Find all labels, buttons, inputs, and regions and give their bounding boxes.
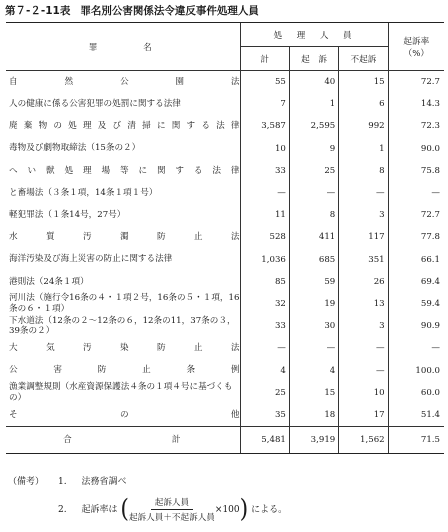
header-processed-group: 処 理 人 員 [240, 23, 388, 47]
row-rate: 59.4 [388, 293, 444, 315]
row-law-name: その他 [9, 409, 240, 420]
row-law-name: 海洋汚染及び海上災害の防止に関する法律 [9, 254, 173, 265]
row-law-name: 廃棄物の処理及び清掃に関する法律 [9, 121, 240, 132]
row-not-prosecuted: — [339, 359, 388, 381]
note-label: （備考） [8, 477, 45, 487]
table-row [6, 382, 444, 404]
table-row [6, 359, 444, 381]
statistics-table [6, 22, 444, 454]
row-total: 35 [240, 404, 289, 427]
row-rate: 90.9 [388, 315, 444, 337]
header-total: 計 [240, 47, 289, 71]
table-row [6, 226, 444, 248]
row-rate: — [388, 337, 444, 359]
note-1-number: 1. [58, 477, 67, 487]
row-rate: 75.8 [388, 160, 444, 182]
row-rate: 72.3 [388, 115, 444, 137]
row-total: 32 [240, 293, 289, 315]
header-category: 罪 名 [6, 23, 240, 71]
row-prosecuted: 1 [289, 93, 338, 115]
table-row [6, 249, 444, 271]
table-row [6, 315, 444, 337]
table-title [5, 3, 259, 18]
note-2-suffix: による。 [251, 505, 288, 515]
row-rate: 60.0 [388, 382, 444, 404]
table-row [6, 337, 444, 359]
row-not-prosecuted: 6 [339, 93, 388, 115]
row-prosecuted: 40 [289, 71, 338, 94]
table-row [6, 404, 444, 427]
row-rate: 100.0 [388, 359, 444, 381]
row-total: 7 [240, 93, 289, 115]
row-total: 33 [240, 315, 289, 337]
row-total: 3,587 [240, 115, 289, 137]
row-law-name: 自然公園法 [9, 76, 240, 87]
formula-multiplier: ×100 [214, 504, 240, 515]
row-law-name: 毒物及び劇物取締法（15条の２） [9, 143, 141, 154]
row-rate: 72.7 [388, 71, 444, 94]
total-row-label: 合 計 [6, 427, 240, 454]
row-total: 33 [240, 160, 289, 182]
row-rate: — [388, 182, 444, 204]
rate-formula [120, 496, 248, 523]
row-prosecuted: 9 [289, 138, 338, 160]
row-not-prosecuted: 17 [339, 404, 388, 427]
table-number: 第７-２-11表 [5, 5, 71, 17]
row-prosecuted: 8 [289, 204, 338, 226]
row-prosecuted: 4 [289, 359, 338, 381]
row-rate: 51.4 [388, 404, 444, 427]
row-not-prosecuted: 117 [339, 226, 388, 248]
formula-fraction [129, 496, 215, 523]
row-law-name: へい獣処理場等に関する法律 [9, 165, 240, 176]
row-prosecuted: 15 [289, 382, 338, 404]
row-law-name: 軽犯罪法（１条14号，27号） [9, 209, 126, 220]
row-total: — [240, 182, 289, 204]
row-law-name: と畜場法（３条１項，14条１項１号） [9, 187, 158, 198]
row-total: — [240, 337, 289, 359]
row-law-name: 人の健康に係る公害犯罪の処罰に関する法律 [9, 99, 181, 110]
header-not-prosecuted: 不起訴 [339, 47, 388, 71]
total-row-rate: 71.5 [388, 427, 444, 454]
row-not-prosecuted: 26 [339, 271, 388, 293]
total-row-not-prosecuted: 1,562 [339, 427, 388, 454]
note-1 [58, 474, 126, 487]
row-rate: 66.1 [388, 249, 444, 271]
formula-paren-right: ) [239, 494, 249, 524]
table-row [6, 271, 444, 293]
row-not-prosecuted: 992 [339, 115, 388, 137]
row-not-prosecuted: 15 [339, 71, 388, 94]
row-prosecuted: 30 [289, 315, 338, 337]
row-prosecuted: 411 [289, 226, 338, 248]
table-row [6, 71, 444, 94]
total-row-prosecuted: 3,919 [289, 427, 338, 454]
row-total: 528 [240, 226, 289, 248]
row-prosecuted: 25 [289, 160, 338, 182]
table-row [6, 160, 444, 182]
note-2-number: 2. [58, 505, 67, 515]
row-not-prosecuted: 3 [339, 204, 388, 226]
row-prosecuted: — [289, 337, 338, 359]
row-rate: 14.3 [388, 93, 444, 115]
row-not-prosecuted: — [339, 337, 388, 359]
row-total: 1,036 [240, 249, 289, 271]
row-law-name: 下水道法（12条の２〜12条の６，12条の11，37条の３，39条の２） [9, 315, 236, 337]
row-rate: 69.4 [388, 271, 444, 293]
table-row [6, 93, 444, 115]
row-not-prosecuted: 3 [339, 315, 388, 337]
row-total: 55 [240, 71, 289, 94]
fraction-numerator: 起訴人員 [151, 496, 193, 510]
row-law-name: 大気汚染防止法 [9, 343, 240, 354]
table-row [6, 293, 444, 315]
row-rate: 72.7 [388, 204, 444, 226]
row-prosecuted: 19 [289, 293, 338, 315]
total-row [6, 427, 444, 454]
row-rate: 77.8 [388, 226, 444, 248]
row-not-prosecuted: 351 [339, 249, 388, 271]
total-row-total: 5,481 [240, 427, 289, 454]
row-prosecuted: 59 [289, 271, 338, 293]
table-row [6, 204, 444, 226]
row-rate: 90.0 [388, 138, 444, 160]
row-not-prosecuted: — [339, 182, 388, 204]
row-prosecuted: 685 [289, 249, 338, 271]
note-2 [58, 496, 287, 523]
table-row [6, 138, 444, 160]
fraction-denominator: 起訴人員＋不起訴人員 [128, 513, 215, 523]
row-total: 10 [240, 138, 289, 160]
row-not-prosecuted: 1 [339, 138, 388, 160]
row-total: 25 [240, 382, 289, 404]
table-body [6, 71, 444, 454]
header-rate-unit: （%） [403, 48, 429, 59]
note-2-prefix: 起訴率は [81, 505, 118, 515]
row-total: 85 [240, 271, 289, 293]
row-law-name: 河川法（施行令16条の４・１項２号，16条の５・１項，16条の６・１項） [9, 293, 240, 314]
row-law-name: 水質汚濁防止法 [9, 232, 240, 243]
row-total: 4 [240, 359, 289, 381]
row-prosecuted: — [289, 182, 338, 204]
table-row [6, 182, 444, 204]
row-not-prosecuted: 10 [339, 382, 388, 404]
header-prosecuted: 起 訴 [289, 47, 338, 71]
formula-paren-left: ( [120, 494, 129, 524]
row-total: 11 [240, 204, 289, 226]
header-rate-label: 起訴率 [403, 36, 430, 47]
header-rate [388, 23, 444, 71]
row-law-name: 漁業調整規則（水産資源保護法４条の１項４号に基づくもの） [9, 382, 233, 403]
row-prosecuted: 18 [289, 404, 338, 427]
row-law-name: 港則法（24条１項） [9, 276, 89, 287]
note-1-text: 法務省調べ [81, 477, 127, 487]
table-caption: 罪名別公害関係法令違反事件処理人員 [80, 5, 259, 17]
row-not-prosecuted: 8 [339, 160, 388, 182]
row-law-name: 公害防止条例 [9, 365, 240, 376]
row-not-prosecuted: 13 [339, 293, 388, 315]
row-prosecuted: 2,595 [289, 115, 338, 137]
table-row [6, 115, 444, 137]
